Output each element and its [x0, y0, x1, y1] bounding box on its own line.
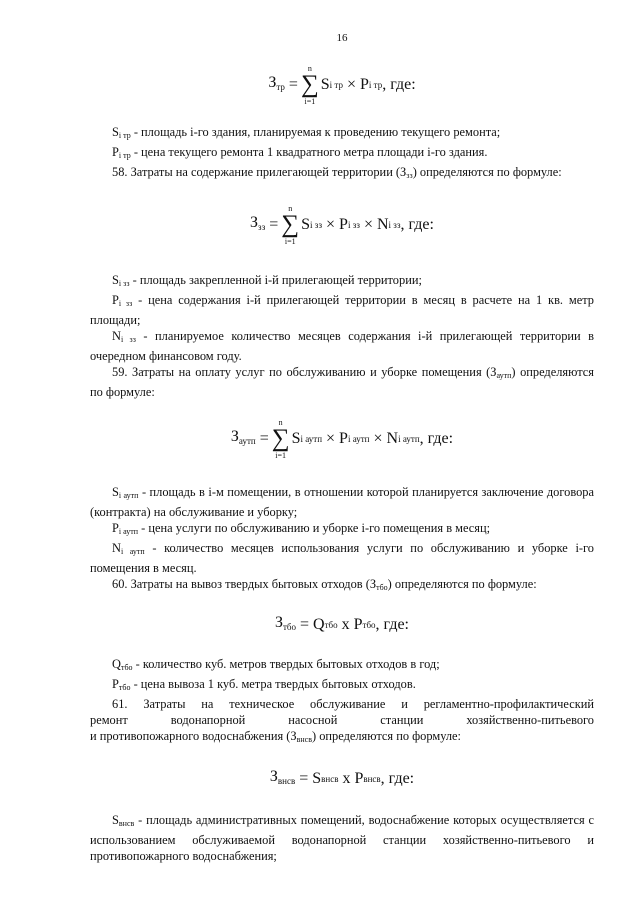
definition-p-tbo: $P_{тбо}$ - цена вывоза 1 куб. метра твердых бытовых отходов.: [112, 677, 416, 692]
paragraph-58: 58. Затраты на содержание прилегающей территории $(З_{зз})$ определяются по формуле:: [112, 165, 562, 180]
formula-lhs: $З_{зз}$: [250, 214, 266, 232]
sum-symbol: n ∑ i=1: [271, 418, 290, 460]
equals-sign: =: [288, 76, 298, 93]
paragraph-59: 59. Затраты на оплату услуг по обслуживанию и уборке помещения $(З_{аутп})$ определяются по формуле:: [90, 365, 594, 399]
sum-symbol: n ∑ i=1: [281, 204, 300, 246]
definition-p-zz: $P_{i зз}$ - цена содержания i-й прилегающей территории в месяц в расчете на 1 кв. метр площади;: [90, 293, 594, 327]
formula-tail: , где:: [380, 770, 415, 787]
definition-s-zz: $S_{i зз}$ - площадь закрепленной i-й прилегающей территории;: [112, 273, 422, 288]
definition-s-tr: $S_{i тр}$ - площадь i-го здания, планируемая к проведению текущего ремонта;: [112, 125, 501, 140]
formula-lhs: $З_{тбо}$: [274, 614, 297, 632]
formula-lhs: $З_{аутп}$: [230, 428, 256, 446]
equals-sign: =: [259, 430, 269, 447]
paragraph-60: 60. Затраты на вывоз твердых бытовых отходов $(З_{тбо})$ определяются по формуле:: [112, 577, 537, 592]
formula-lhs: $З_{внсв}$: [269, 768, 296, 786]
definition-q-tbo: $Q_{тбо}$ - количество куб. метров твердых бытовых отходов в год;: [112, 657, 440, 672]
definition-p-tr: $P_{i тр}$ - цена текущего ремонта 1 квадратного метра площади i-го здания.: [112, 145, 488, 160]
definition-p-autp: $P_{i аутп}$ - цена услуги по обслуживанию и уборке i-го помещения в месяц;: [112, 521, 491, 536]
sum-symbol: n ∑ i=1: [300, 64, 319, 106]
paragraph-61-line-1: 61. Затраты на техническое обслуживание и регламентно-профилактический: [112, 697, 594, 711]
definition-n-zz: $N_{i зз}$ - планируемое количество месяцев содержания i-й прилегающей территории в очередном финансовом году.: [90, 329, 594, 363]
formula-lhs: $З_{тр}$: [268, 74, 285, 92]
formula-tail: , где:: [382, 76, 416, 93]
equals-sign: =: [299, 770, 309, 787]
formula-current-repair: $З_{тр}$ = n ∑ i=1 S i тр × P i тр , где:: [268, 64, 416, 106]
equals-sign: =: [269, 216, 279, 233]
formula-tail: , где:: [400, 216, 434, 233]
paragraph-61-line-3: и противопожарного водоснабжения $(З_{внсв})$ определяются по формуле:: [90, 729, 461, 744]
definition-n-autp: $N_{i аутп}$ - количество месяцев использования услуги по обслуживанию и уборке i-го помещения в месяц.: [90, 541, 594, 575]
formula-tail: , где:: [419, 430, 454, 447]
definition-s-autp: $S_{i аутп}$ - площадь в i-м помещении, в отношении которой планируется заключение договора (контракта) на обслуживание и уборку;: [90, 485, 594, 519]
page-number: 16: [336, 32, 348, 44]
equals-sign: =: [300, 616, 310, 633]
definition-s-vnsv: $S_{внсв}$ - площадь административных помещений, водоснабжение которых осуществляется с использованием обслуживаемой водонапорной станции хозяйственно-питьевого и противопожарного водоснабжения;: [90, 813, 594, 863]
formula-waste-removal: $З_{тбо}$ = Q тбо x P тбо , где:: [90, 614, 594, 636]
formula-cleaning-services: $З_{аутп}$ = n ∑ i=1 S i аутп × P i аутп × N i аутп , где:: [230, 418, 454, 460]
formula-adjacent-territory: $З_{зз}$ = n ∑ i=1 S i зз × P i зз × N i зз , где:: [250, 204, 434, 246]
paragraph-61-line-2: ремонт водонапорной насосной станции хозяйственно-питьевого: [90, 713, 594, 727]
formula-water-station: $З_{внсв}$ = S внсв x P внсв , где:: [90, 768, 594, 790]
formula-tail: , где:: [375, 616, 409, 633]
